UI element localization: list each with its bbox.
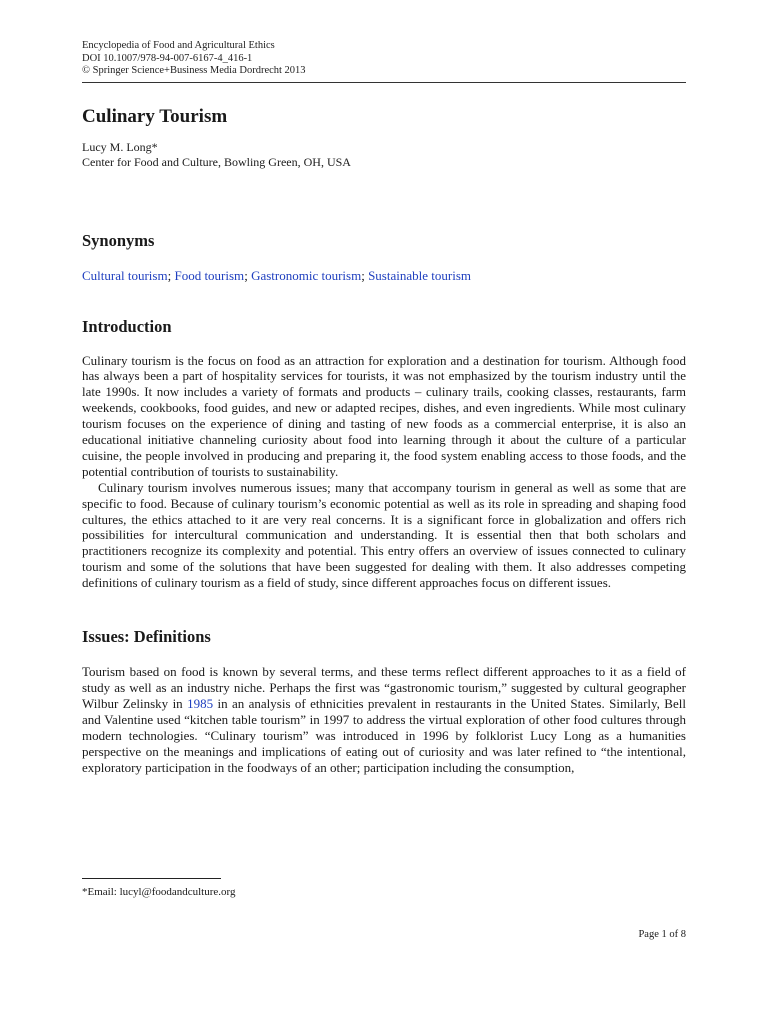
synonyms-list (82, 267, 686, 284)
page-number: Page 1 of 8 (638, 929, 686, 940)
doi: DOI 10.1007/978-94-007-6167-4_416-1 (82, 52, 253, 64)
intro-paragraph-1: Culinary tourism is the focus on food as an attraction for exploration and a destination for tourism. Although food has always been a part of hospitality services for tourists, it was not emphasized by the tourism industry until the late 1990s. It now includes a variety of formats and products – culinary trails, cooking classes, restaurants, farm weekends, cookbooks, food guides, and new or adapted recipes, dishes, and even ingredients. While most culinary tourism focuses on the experience of dining and tasting of new foods as a commercial enterprise, it is also an educational initiative channeling curiosity about food into learning through it about the culture of a particular cuisine, the people involved in producing and preparing it, the food system enabling access to those foods, and the potential contribution of tourists to sustainability. (82, 352, 686, 479)
header-rule (82, 82, 686, 83)
synonym-link[interactable]: Cultural tourism (82, 267, 168, 283)
synonyms-heading: Synonyms (82, 230, 155, 250)
author-block (82, 140, 686, 170)
author-affiliation: Center for Food and Culture, Bowling Green, OH, USA (82, 154, 351, 169)
synonym-link[interactable]: Gastronomic tourism (251, 267, 362, 283)
citation-link-1985[interactable]: 1985 (187, 695, 214, 711)
footnote-email: *Email: lucyl@foodandculture.org (82, 886, 236, 898)
synonym-separator: ; (167, 267, 172, 283)
article-title: Culinary Tourism (82, 105, 228, 127)
author-name: Lucy M. Long* (82, 139, 158, 154)
encyclopedia-title: Encyclopedia of Food and Agricultural Ethics (82, 40, 275, 51)
issues-paragraph (82, 664, 686, 775)
copyright: © Springer Science+Business Media Dordrecht 2013 (82, 65, 306, 76)
introduction-heading: Introduction (82, 316, 172, 336)
synonym-link[interactable]: Sustainable tourism (368, 267, 471, 283)
synonym-link[interactable]: Food tourism (174, 267, 245, 283)
issues-heading: Issues: Definitions (82, 627, 211, 647)
synonym-separator: ; (361, 267, 365, 283)
page (82, 40, 686, 775)
publication-header (82, 40, 686, 78)
issues-text-end: in an analysis of ethnicities prevalent in restaurants in the United States. Similarly, Bell and Valentine used “kitchen table tourism” in 1997 to address the virtual exploration of other food cultures through modern technologies. “Culinary tourism” was introduced in 1996 by folklorist Lucy Long as a humanities perspective on the meanings and implications of eating out of curiosity and was later refined to “the intentional, exploratory participation in the foodways of an other; participation including the consumption, (82, 695, 686, 775)
footnote-rule (82, 878, 221, 879)
synonym-separator: ; (244, 267, 248, 283)
issues-text-start: Tourism based on food is known by several terms, and these terms reflect different approaches to it as a field of study as well as an industry niche. Perhaps the first was “gastronomic tourism,” suggested by cultural geographer Wilbur Zelinsky in (82, 664, 686, 711)
intro-paragraph-2: Culinary tourism involves numerous issues; many that accompany tourism in general as well as some that are specific to food. Because of culinary tourism’s economic potential as well as its role in spreading and shaping food cultures, the ethics attached to it are very real concerns. It is a significant force in globalization and offers rich possibilities for intercultural communication and understanding. It is essential then that both scholars and practitioners recognize its complexity and potential. This entry offers an overview of issues connected to culinary tourism and some of the solutions that have been suggested for dealing with them. It also addresses competing definitions of culinary tourism as a field of study, since different approaches focus on different issues. (82, 479, 686, 591)
